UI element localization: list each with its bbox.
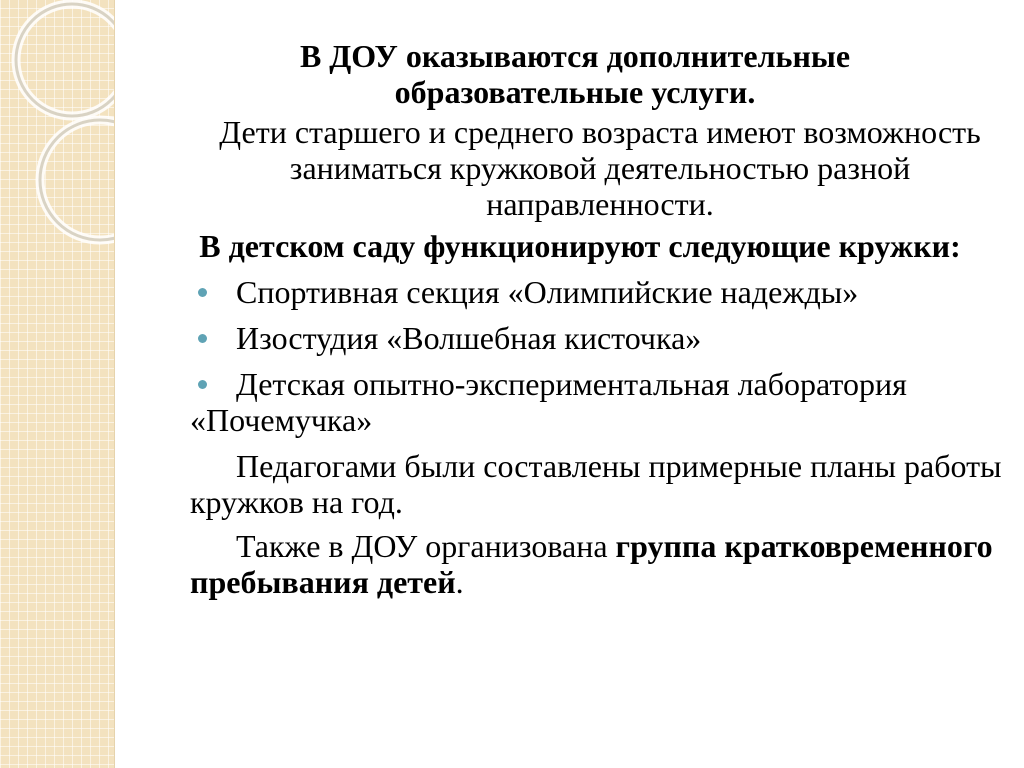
club-name: Детская опытно-экспериментальная лаборатория «Почемучка» bbox=[190, 366, 907, 438]
bullet-icon bbox=[198, 334, 207, 343]
rings-decoration-icon bbox=[0, 0, 114, 260]
slide-heading: В ДОУ оказываются дополнительные образовательные услуги. bbox=[299, 38, 851, 110]
bullet-icon bbox=[198, 380, 207, 389]
list-item bbox=[190, 274, 1010, 310]
bullet-icon bbox=[198, 288, 207, 297]
list-item bbox=[190, 366, 1010, 438]
decorative-sidebar bbox=[0, 0, 115, 768]
group-paragraph bbox=[190, 528, 1010, 600]
slide-content bbox=[190, 38, 1010, 608]
clubs-heading: В детском саду функционируют следующие кружки: bbox=[199, 228, 961, 264]
club-name: Спортивная секция «Олимпийские надежды» bbox=[236, 274, 859, 310]
club-name: Изостудия «Волшебная кисточка» bbox=[236, 320, 702, 356]
group-text-prefix: Также в ДОУ организована bbox=[236, 528, 616, 564]
plans-paragraph: Педагогами были составлены примерные планы работы кружков на год. bbox=[190, 448, 1002, 520]
clubs-list bbox=[190, 274, 1010, 438]
intro-paragraph: Дети старшего и среднего возраста имеют возможность заниматься кружковой деятельностью разной направленности. bbox=[219, 114, 981, 222]
list-item bbox=[190, 320, 1010, 356]
group-text-bold: группа кратковременного пребывания детей bbox=[190, 528, 993, 600]
group-text-suffix: . bbox=[455, 564, 464, 600]
